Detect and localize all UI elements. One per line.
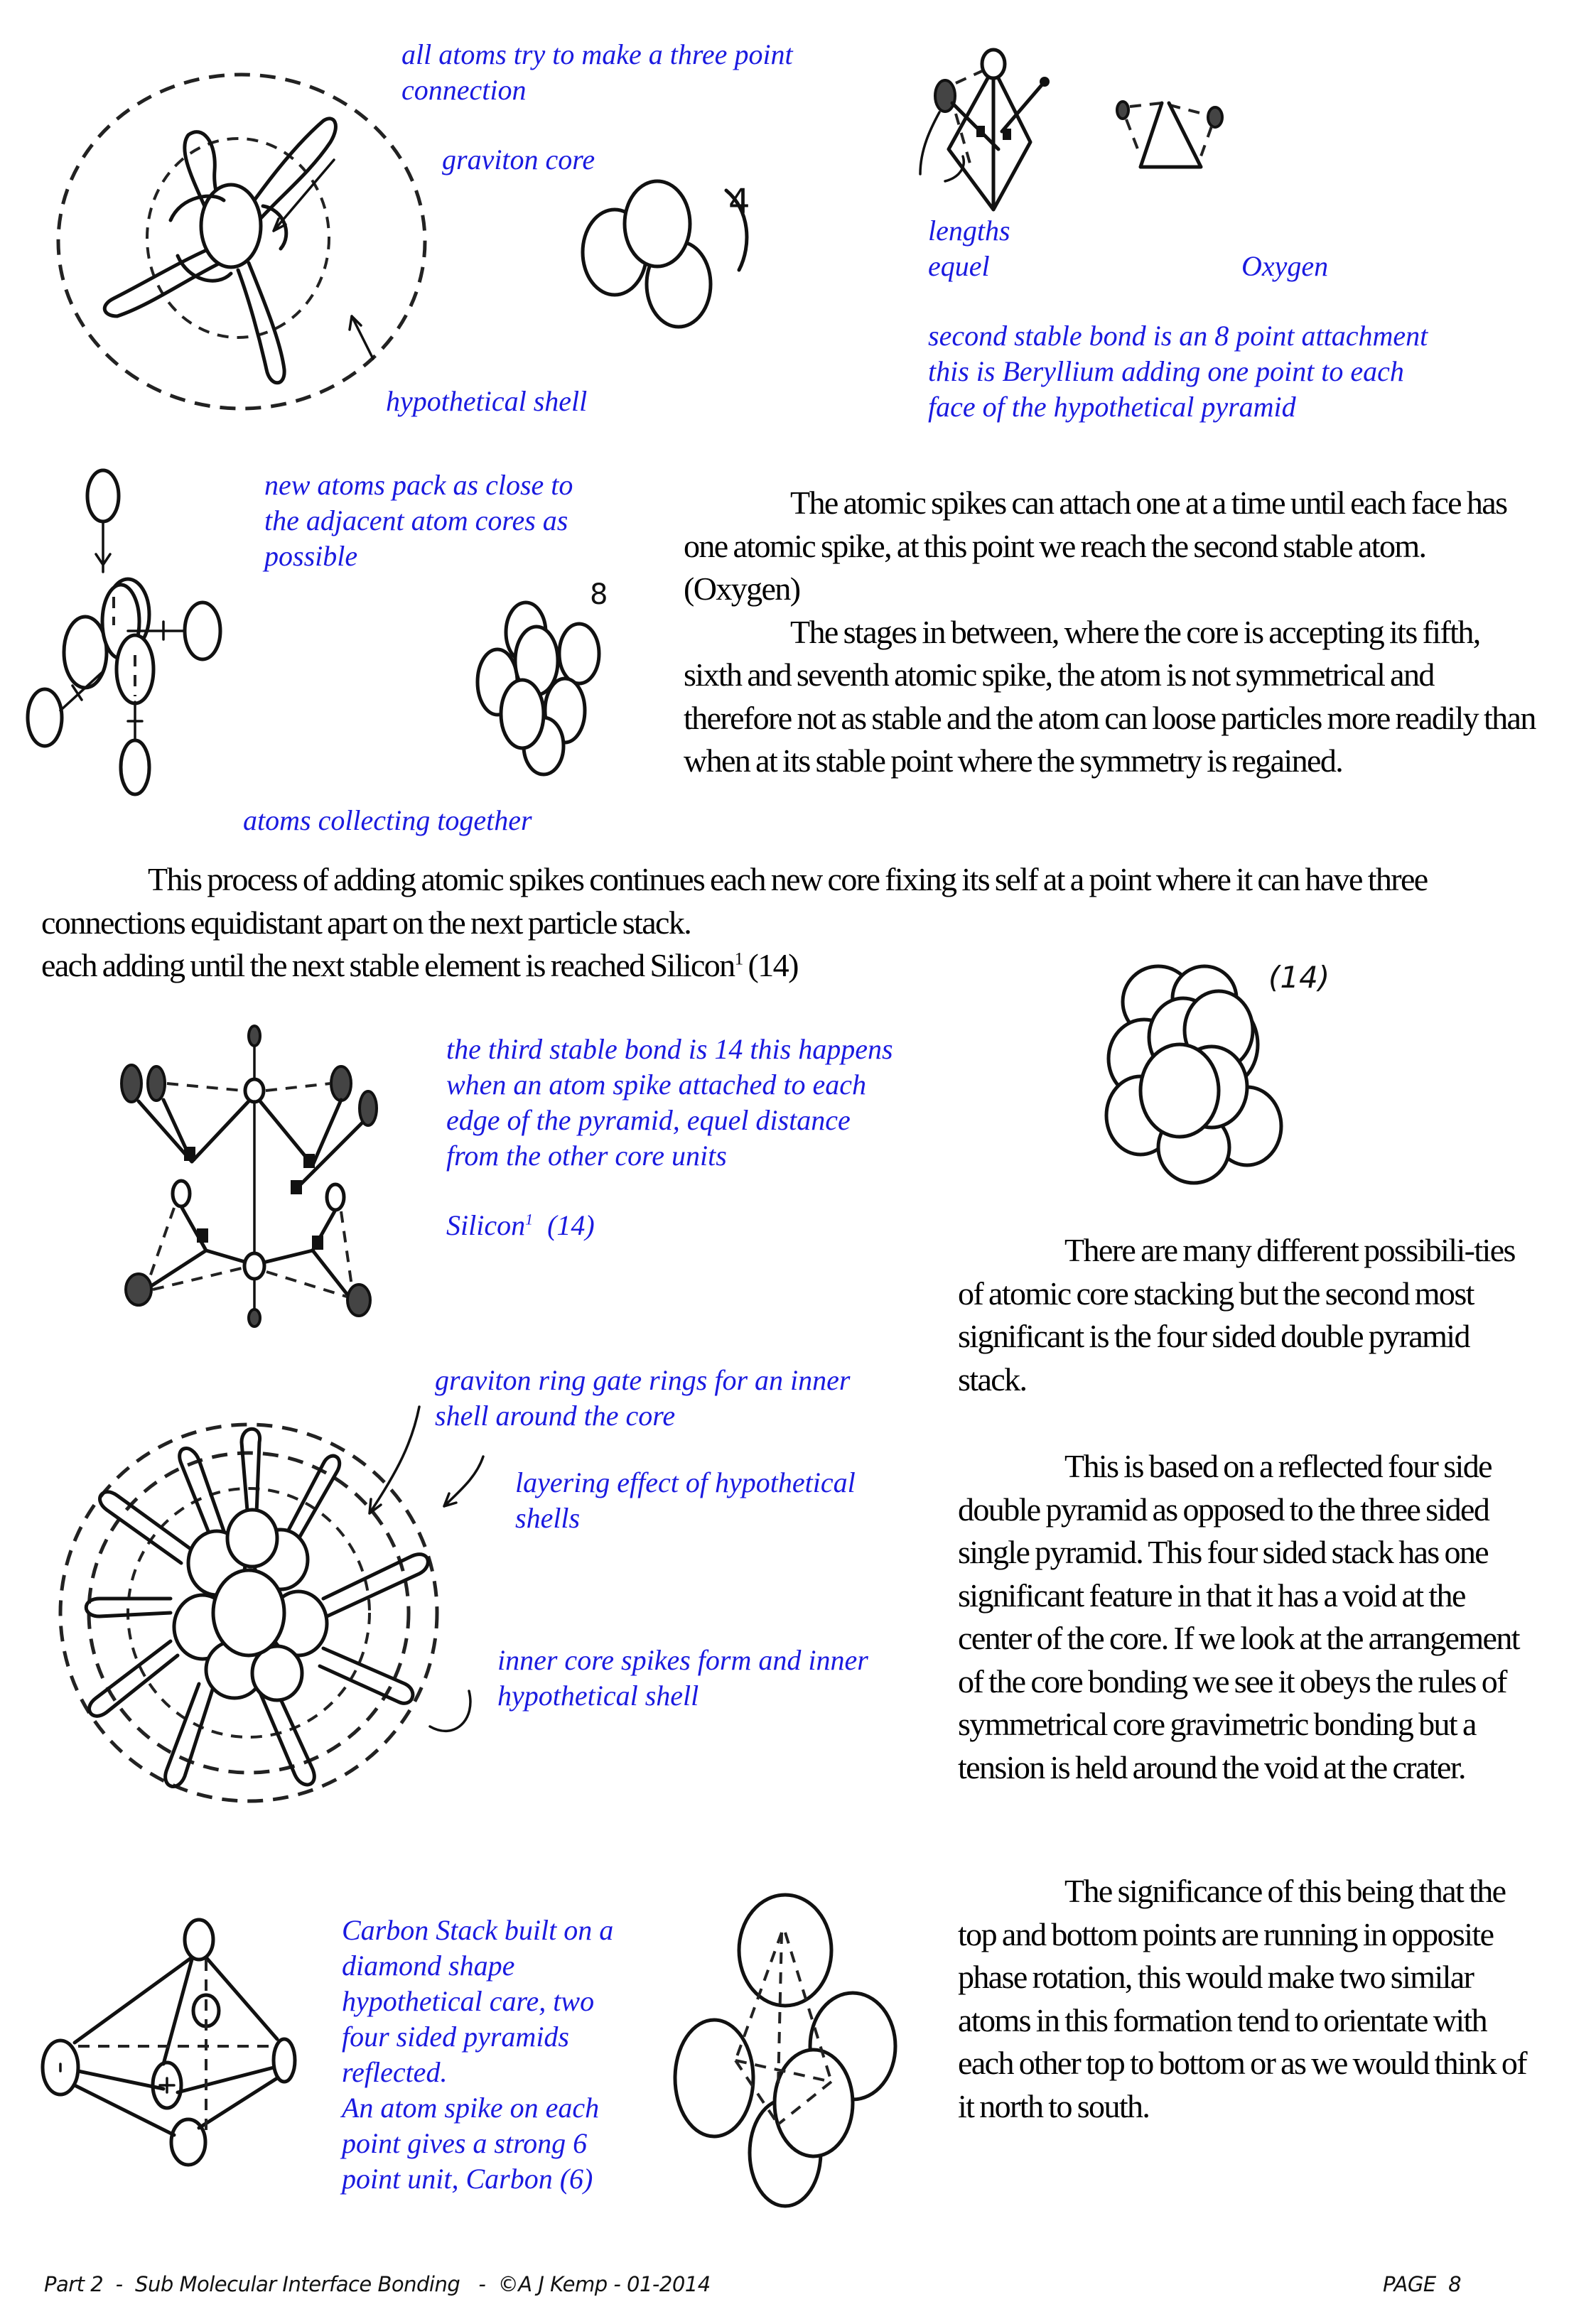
footer-document-info: Part 2 - Sub Molecular Interface Bonding - ©A J Kemp - 01-2014 — [44, 2272, 711, 2296]
note-oxygen: Oxygen — [1241, 250, 1329, 282]
note-hypothetical-shell: hypothetical shell — [386, 385, 588, 417]
label-fourteen: (14) — [1268, 960, 1330, 995]
note-graviton-core: graviton core — [442, 144, 595, 175]
label-four: 4 — [728, 182, 750, 222]
paragraph-adding-spikes: This process of adding atomic spikes continues each new core fixing its self at a point where it can have three connections equidistant apart on the next particle stack. each adding until the next stable element is reached Silicon$^1$ (14) — [41, 861, 1428, 983]
figure-atoms-collecting — [21, 469, 256, 803]
core-spikes — [104, 119, 335, 383]
note-second-stable-bond: second stable bond is an 8 point attachment this is Beryllium adding one point to each face of the hypothetical pyramid — [928, 320, 1428, 423]
figure-four-atom-cluster — [568, 178, 782, 341]
figure-fourteen-atom-cluster — [1080, 959, 1379, 1172]
note-graviton-ring-gate: graviton ring gate rings for an inner shell around the core — [435, 1364, 851, 1432]
paragraph-atomic-spikes: The atomic spikes can attach one at a time until each face has one atomic spike, at this point we reach the second stable atom. (Oxygen) The stages in between, where the core is accepting its fifth, sixth and seventh atomic spike, the atom is not symmetrical and therefore not as stable and the atom can loose particles more readily than when at its stable point where the symmetry is regained. — [684, 485, 1536, 779]
note-lengths-equel: lengths equel — [928, 215, 1010, 282]
paragraph-significance: The significance of this being that the top and bottom points are running in opposite phase rotation, this would make two similar atoms in this formation tend to orientate with each other top to bottom or as we would think of it north to south. — [958, 1873, 1527, 2124]
arrow-hypothetical-shell — [350, 316, 373, 359]
note-atoms-collecting: atoms collecting together — [243, 804, 532, 836]
note-layering-effect: layering effect of hypothetical shells — [515, 1466, 856, 1534]
note-three-point-connection: all atoms try to make a three point connection — [401, 38, 793, 106]
figure-eight-atom-cluster — [448, 578, 611, 796]
note-new-atoms-pack: new atoms pack as close to the adjacent atom cores as possible — [264, 469, 573, 572]
note-carbon-stack: Carbon Stack built on a diamond shape hypothetical care, two four sided pyramids reflected. An atom spike on each point gives a strong 6 point unit, Carbon (6) — [342, 1914, 614, 2195]
note-inner-core-spikes: inner core spikes form and inner hypothetical shell — [497, 1644, 868, 1712]
apex-atom — [982, 50, 1005, 78]
core-spikes — [86, 1429, 428, 1786]
figure-graviton-ring-layers — [43, 1385, 497, 1826]
figure-carbon-diamond — [39, 1918, 316, 2167]
side-atom — [935, 80, 955, 112]
label-eight: 8 — [590, 578, 608, 611]
figure-pyramid-lengths-equel — [917, 50, 1315, 227]
footer-page-number: PAGE 8 — [1383, 2272, 1462, 2296]
figure-silicon-structure — [107, 1016, 391, 1329]
paragraph-reflected-pyramid: This is based on a reflected four side double pyramid as opposed to the three sided single pyramid. This four sided stack has one significant feature in that it has a void at the center of the core. If we look at the arrangement of the core bonding we see it obeys the rules of symmetrical core gravimetric bonding but a tension is held around the void at the crater. — [958, 1448, 1519, 1785]
paragraph-many-possibilities: There are many different possibili-ties of atomic core stacking but the second most significant is the four sided double pyramid stack. — [958, 1232, 1515, 1398]
figure-carbon-cluster — [672, 1890, 906, 2217]
note-silicon: Silicon$^1$ (14) — [446, 1209, 595, 1241]
note-third-stable-bond: the third stable bond is 14 this happens when an atom spike attached to each edge of the pyramid, equel distance from the other core units — [446, 1033, 893, 1172]
